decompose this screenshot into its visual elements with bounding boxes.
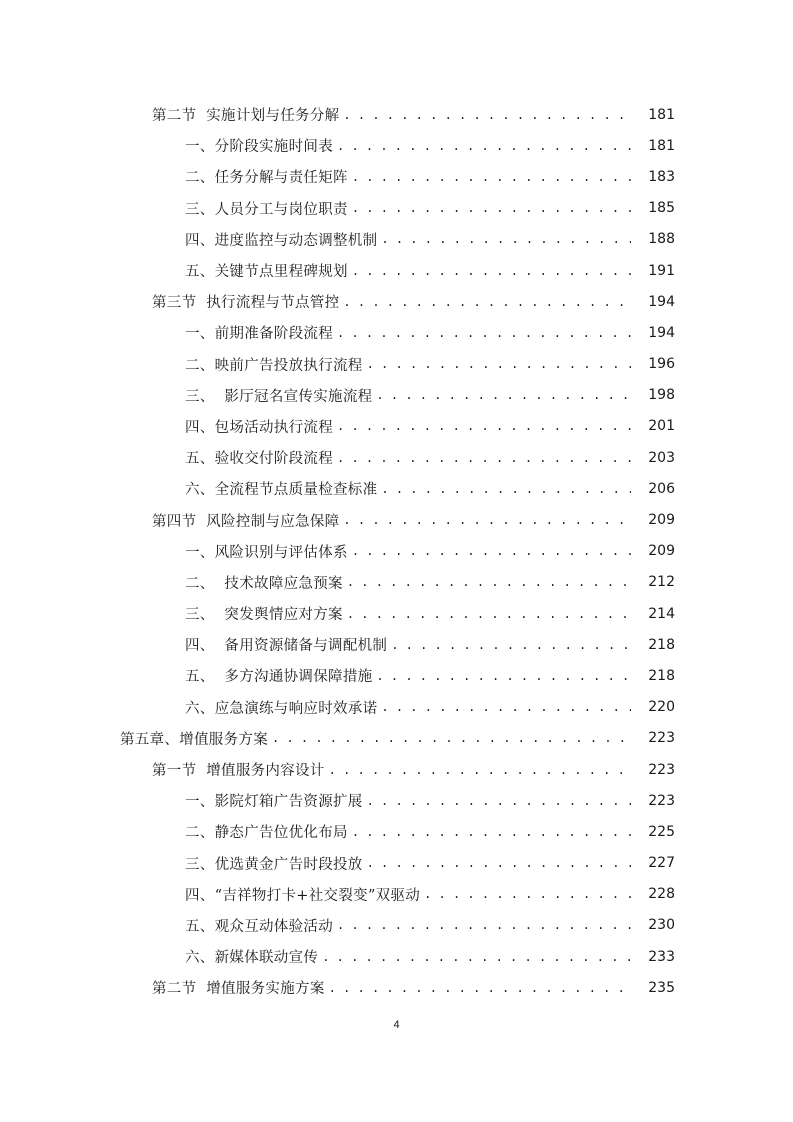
toc-entry-title: 二、任务分解与责任矩阵 <box>185 170 348 187</box>
toc-dot-leader <box>352 544 631 558</box>
toc-dot-leader <box>337 139 631 153</box>
toc-entry[interactable] <box>0 754 793 785</box>
toc-entry-title: 五、验收交付阶段流程 <box>185 451 333 468</box>
toc-entry[interactable] <box>0 910 793 941</box>
toc-entry-title: 二、映前广告投放执行流程 <box>185 357 363 374</box>
toc-dot-leader <box>352 264 631 278</box>
toc-entry-title: 第四节 风险控制与应急保障 <box>152 513 340 530</box>
toc-entry-page: 225 <box>648 823 675 840</box>
toc-entry[interactable] <box>0 411 793 442</box>
toc-entry[interactable] <box>0 286 793 317</box>
toc-dot-leader <box>322 950 631 964</box>
toc-dot-leader <box>343 295 631 309</box>
toc-entry[interactable] <box>0 130 793 161</box>
toc-entry-title: 一、影院灯箱广告资源扩展 <box>185 794 363 811</box>
toc-entry-page: 198 <box>648 387 675 404</box>
toc-entry-page: 201 <box>648 418 675 435</box>
toc-entry[interactable] <box>0 504 793 535</box>
toc-entry[interactable] <box>0 161 793 192</box>
toc-entry-title: 第二节 增值服务实施方案 <box>152 981 325 998</box>
toc-entry[interactable] <box>0 224 793 255</box>
toc-entry-title: 六、应急演练与响应时效承诺 <box>185 700 378 717</box>
toc-dot-leader <box>391 638 631 652</box>
toc-entry-page: 185 <box>648 200 675 217</box>
toc-entry-page: 218 <box>648 636 675 653</box>
toc-entry[interactable] <box>0 99 793 130</box>
toc-dot-leader <box>352 170 631 184</box>
toc-entry[interactable] <box>0 629 793 660</box>
toc-entry-title: 第三节 执行流程与节点管控 <box>152 295 340 312</box>
toc-entry-title: 一、风险识别与评估体系 <box>185 544 348 561</box>
toc-dot-leader <box>381 482 631 496</box>
toc-entry-page: 209 <box>648 512 675 529</box>
toc-entry-page: 223 <box>648 761 675 778</box>
table-of-contents <box>0 99 793 1003</box>
toc-dot-leader <box>343 513 631 527</box>
toc-entry-page: 206 <box>648 480 675 497</box>
toc-entry[interactable] <box>0 317 793 348</box>
toc-entry[interactable] <box>0 879 793 910</box>
toc-entry[interactable] <box>0 660 793 691</box>
toc-entry-page: 194 <box>648 293 675 310</box>
toc-dot-leader <box>343 108 631 122</box>
toc-entry-page: 188 <box>648 231 675 248</box>
toc-entry-page: 223 <box>648 792 675 809</box>
toc-entry-title: 一、前期准备阶段流程 <box>185 326 333 343</box>
toc-dot-leader <box>347 607 631 621</box>
toc-entry-page: 181 <box>648 137 675 154</box>
toc-dot-leader <box>337 326 631 340</box>
toc-dot-leader <box>352 201 631 215</box>
toc-entry-title: 五、 多方沟通协调保障措施 <box>185 669 373 686</box>
toc-dot-leader <box>329 763 631 777</box>
page-number: 4 <box>393 1019 400 1031</box>
toc-entry-page: 183 <box>648 168 675 185</box>
toc-dot-leader <box>424 887 631 901</box>
toc-entry[interactable] <box>0 255 793 286</box>
toc-dot-leader <box>381 232 631 246</box>
toc-entry-title: 二、静态广告位优化布局 <box>185 825 348 842</box>
toc-dot-leader <box>381 700 631 714</box>
toc-entry-title: 四、“吉祥物打卡+社交裂变”双驱动 <box>185 887 421 904</box>
toc-entry-page: 196 <box>648 356 675 373</box>
toc-entry-page: 233 <box>648 948 675 965</box>
toc-dot-leader <box>376 669 631 683</box>
toc-entry-page: 209 <box>648 543 675 560</box>
toc-entry[interactable] <box>0 193 793 224</box>
toc-entry-title: 五、关键节点里程碑规划 <box>185 264 348 281</box>
toc-entry-page: 223 <box>648 730 675 747</box>
toc-entry[interactable] <box>0 723 793 754</box>
toc-entry[interactable] <box>0 473 793 504</box>
toc-entry-page: 212 <box>648 574 675 591</box>
toc-entry[interactable] <box>0 442 793 473</box>
toc-dot-leader <box>376 388 631 402</box>
toc-entry-title: 六、新媒体联动宣传 <box>185 950 319 967</box>
toc-entry-title: 五、观众互动体验活动 <box>185 918 333 935</box>
toc-entry[interactable] <box>0 848 793 879</box>
toc-dot-leader <box>337 451 631 465</box>
toc-dot-leader <box>352 825 631 839</box>
toc-dot-leader <box>367 357 631 371</box>
toc-entry-page: 220 <box>648 699 675 716</box>
toc-entry-title: 一、分阶段实施时间表 <box>185 139 333 156</box>
toc-dot-leader <box>347 575 631 589</box>
toc-dot-leader <box>329 981 631 995</box>
toc-entry-page: 218 <box>648 667 675 684</box>
toc-entry[interactable] <box>0 692 793 723</box>
toc-dot-leader <box>367 794 631 808</box>
toc-entry-page: 191 <box>648 262 675 279</box>
toc-entry-title: 第五章、增值服务方案 <box>120 731 268 748</box>
toc-entry[interactable] <box>0 380 793 411</box>
toc-entry-title: 四、进度监控与动态调整机制 <box>185 232 378 249</box>
toc-entry-title: 三、优选黄金广告时段投放 <box>185 856 363 873</box>
toc-dot-leader <box>367 856 631 870</box>
toc-entry-page: 214 <box>648 605 675 622</box>
toc-entry-title: 二、 技术故障应急预案 <box>185 575 343 592</box>
toc-dot-leader <box>272 731 631 745</box>
toc-entry-title: 三、 影厅冠名宣传实施流程 <box>185 388 373 405</box>
toc-dot-leader <box>337 419 631 433</box>
toc-entry-page: 230 <box>648 917 675 934</box>
toc-entry-page: 228 <box>648 886 675 903</box>
toc-entry[interactable] <box>0 598 793 629</box>
toc-entry-title: 四、包场活动执行流程 <box>185 419 333 436</box>
toc-entry-title: 三、 突发舆情应对方案 <box>185 607 343 624</box>
toc-entry[interactable] <box>0 536 793 567</box>
toc-entry[interactable] <box>0 816 793 847</box>
toc-entry-title: 第一节 增值服务内容设计 <box>152 763 325 780</box>
toc-entry-page: 227 <box>648 855 675 872</box>
toc-entry[interactable] <box>0 941 793 972</box>
toc-entry-title: 六、全流程节点质量检查标准 <box>185 482 378 499</box>
toc-entry-page: 203 <box>648 449 675 466</box>
toc-entry[interactable] <box>0 349 793 380</box>
toc-entry-page: 194 <box>648 324 675 341</box>
toc-entry-title: 三、人员分工与岗位职责 <box>185 201 348 218</box>
toc-dot-leader <box>337 918 631 932</box>
toc-entry-title: 四、 备用资源储备与调配机制 <box>185 638 388 655</box>
toc-entry[interactable] <box>0 567 793 598</box>
toc-entry-page: 235 <box>648 979 675 996</box>
toc-entry[interactable] <box>0 972 793 1003</box>
toc-entry[interactable] <box>0 785 793 816</box>
toc-entry-title: 第二节 实施计划与任务分解 <box>152 108 340 125</box>
toc-entry-page: 181 <box>648 106 675 123</box>
